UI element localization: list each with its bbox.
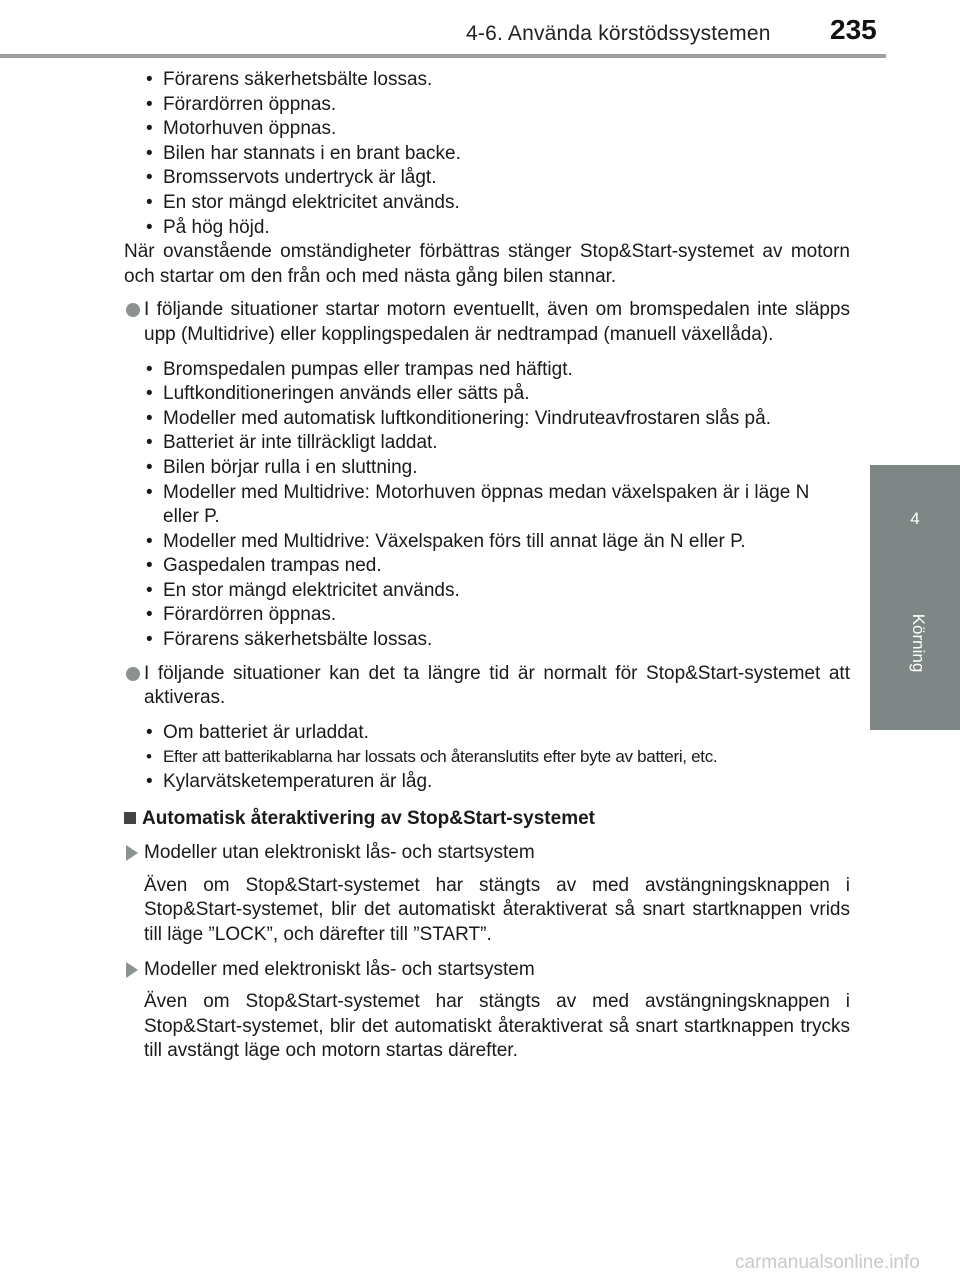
section-heading-text: Automatisk återaktivering av Stop&Start-systemet	[142, 807, 595, 829]
circle-bullet-text: I följande situationer kan det ta längre tid är normalt för Stop&Start-systemet att aktiveras.	[144, 662, 850, 709]
list-item: • Gaspedalen trampas ned.	[146, 554, 850, 579]
subsection-paragraph: Även om Stop&Start-systemet har stängts av med avstängningsknappen i Stop&Start-systemet, blir det automatiskt återaktiverat så snart startknappen vrids till läge ”LOCK”, och därefter till ”START”.	[144, 874, 850, 945]
section-title: 4-6. Använda körstödssystemen	[466, 22, 771, 45]
subsection-title	[124, 841, 850, 866]
subsection-title-text: Modeller med elektroniskt lås- och startsystem	[144, 958, 535, 980]
square-bullet-icon	[124, 812, 136, 824]
page-number: 235	[830, 14, 877, 45]
chapter-side-tab	[870, 465, 960, 730]
bullet-list-delay-conditions	[124, 721, 850, 795]
list-item: • Luftkonditioneringen används eller sätts på.	[146, 382, 850, 407]
paragraph: När ovanstående omständigheter förbättras stänger Stop&Start-systemet av motorn och startar om den från och med nästa gång bilen stannar.	[124, 241, 850, 287]
arrow-right-icon	[126, 962, 138, 978]
list-item: • Bromsservots undertryck är lågt.	[146, 166, 850, 191]
list-item: • Bilen börjar rulla i en sluttning.	[146, 456, 850, 481]
bullet-list-stop-conditions	[124, 68, 850, 240]
subsection-title-text: Modeller utan elektroniskt lås- och startsystem	[144, 842, 535, 864]
list-item: • Modeller med Multidrive: Växelspaken förs till annat läge än N eller P.	[146, 530, 850, 555]
circle-bullet-icon	[126, 667, 140, 681]
list-item: • På hög höjd.	[146, 216, 850, 241]
chapter-number: 4	[910, 509, 920, 528]
list-item: • Förardörren öppnas.	[146, 93, 850, 118]
section-heading	[124, 807, 850, 832]
page-content	[124, 68, 850, 1064]
list-item: • Bilen har stannats i en brant backe.	[146, 142, 850, 167]
list-item: • Om batteriet är urladdat.	[146, 721, 850, 746]
list-item: • Modeller med automatisk luftkonditionering: Vindruteavfrostaren slås på.	[146, 407, 850, 432]
list-item: • Modeller med Multidrive: Motorhuven öppnas medan växelspaken är i läge N eller P.	[146, 481, 850, 530]
arrow-right-icon	[126, 845, 138, 861]
list-item: • Kylarvätsketemperaturen är låg.	[146, 770, 850, 795]
list-item: • Förarens säkerhetsbälte lossas.	[146, 628, 850, 653]
bullet-list-restart-conditions	[124, 358, 850, 653]
header-divider	[0, 54, 886, 58]
chapter-label: Körning	[909, 613, 928, 673]
circle-bullet-icon	[126, 303, 140, 317]
circle-bullet-section	[124, 298, 850, 347]
subsection-title	[124, 958, 850, 983]
list-item: • Efter att batterikablarna har lossats och återanslutits efter byte av batteri, etc.	[146, 745, 850, 770]
list-item: • Bromspedalen pumpas eller trampas ned häftigt.	[146, 358, 850, 383]
list-item: • En stor mängd elektricitet används.	[146, 191, 850, 216]
circle-bullet-section	[124, 662, 850, 711]
list-item: • Förardörren öppnas.	[146, 603, 850, 628]
list-item: • Batteriet är inte tillräckligt laddat.	[146, 431, 850, 456]
list-item: • En stor mängd elektricitet används.	[146, 579, 850, 604]
circle-bullet-text: I följande situationer startar motorn eventuellt, även om bromspedalen inte släpps upp (Multidrive) eller kopplingspedalen är nedtrampad (manuell växellåda).	[144, 299, 850, 345]
subsection-paragraph: Även om Stop&Start-systemet har stängts av med avstängningsknappen i Stop&Start-systemet, blir det automatiskt återaktiverat så snart startknappen trycks till avstängt läge och motorn startas därefter.	[144, 991, 850, 1062]
list-item: • Förarens säkerhetsbälte lossas.	[146, 68, 850, 93]
watermark: carmanualsonline.info	[735, 1252, 920, 1273]
list-item: • Motorhuven öppnas.	[146, 117, 850, 142]
